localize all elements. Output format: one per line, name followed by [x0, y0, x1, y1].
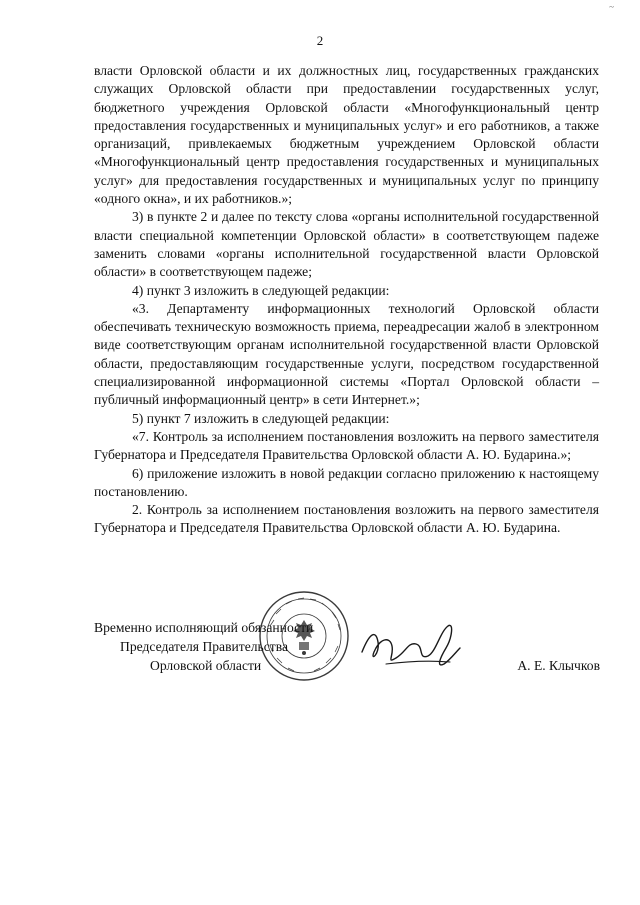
paragraph-point-2: 2. Контроль за исполнением постановления возложить на первого заместителя Губернатора и Председателя Правительства Орловской области А. Ю. Бударина.	[94, 502, 599, 536]
signer-position-line1: Временно исполняющий обязанности	[94, 620, 314, 635]
page-number: 2	[316, 33, 324, 48]
paragraph-item-4: 4) пункт 3 изложить в следующей редакции:	[132, 282, 390, 298]
signer-position-line2: Председателя Правительства	[120, 639, 288, 654]
signature-block	[94, 620, 600, 680]
signatory-name: А. Е. Клычков	[517, 658, 600, 673]
paragraph-clause-7: «7. Контроль за исполнением постановления возложить на первого заместителя Губернатора и Председателя Правительства Орловской области А. Ю. Бударина.»;	[94, 428, 599, 463]
paragraph-item-5: 5) пункт 7 изложить в следующей редакции:	[132, 410, 390, 426]
scan-corner-mark: ~	[609, 2, 614, 12]
paragraph-item-3: 3) в пункте 2 и далее по тексту слова «органы исполнительной государственной власти специальной компетенции Орловской области» в соответствующем падеже заменить словами «органы исполнительной государственной власти Орловской области» в соответствующем падеже;	[94, 209, 599, 280]
signer-position-line3: Орловской области	[150, 658, 262, 673]
paragraph-item-6: 6) приложение изложить в новой редакции согласно приложению к настоящему постановлению.	[94, 465, 599, 499]
paragraph-continuation: власти Орловской области и их должностных лиц, государственных гражданских служащих Орловской области при предоставлении государственных услуг, бюджетного учреждения Орловской области «Многофункциональный центр предоставления государственных и муниципальных услуг» и его работников, а также организаций, привлекаемых бюджетным учреждением Орловской области «Многофункциональный центр предоставления государственных и муниципальных услуг» для предоставления государственных и муниципальных услуг по принципу «одного окна», и их работников.»;	[94, 63, 599, 207]
paragraph-clause-3: «3. Департаменту информационных технологий Орловской области обеспечивать техническую возможность приема, переадресации жалоб в электронном виде соответствующим органам исполнительной государственной власти Орловской области, предоставляющим государственные услуги, посредством государственной специализированной информационной системы «Портал Орловской области – публичный информационный центр» в сети Интернет.»;	[94, 300, 599, 408]
document-body	[94, 62, 599, 538]
